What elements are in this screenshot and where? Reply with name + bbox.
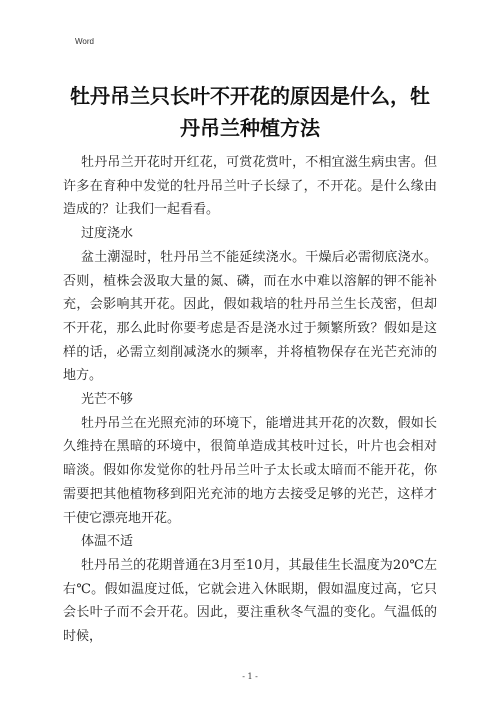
page-number: - 1 - [242,672,258,681]
section-body-temperature: 牡丹吊兰的花期普通在3月至10月，其最佳生长温度为20℃左右℃。假如温度过低，它就会进入休眠期，假如温度过高，它只会长叶子而不会开花。因此，要注重秋冬气温的变化。气温低的时候， [63,557,437,645]
document-body [63,151,437,649]
document-title [40,80,460,144]
section-body-light: 牡丹吊兰在光照充沛的环境下，能增进其开花的次数，假如长久维持在黑暗的环境中，很简单造成其枝叶过长，叶片也会相对暗淡。假如你发觉你的牡丹吊兰叶子太长或太暗而不能开花，你需要把其他植物移到阳光充沛的地方去接受足够的光芒，这样才干使它漂亮地开花。 [63,415,437,526]
section-heading-overwatering: 过度浇水 [81,226,134,242]
header-label: Word [75,37,94,46]
section-heading-temperature: 体温不适 [81,534,134,550]
title-line-2: 丹吊兰种植方法 [180,116,320,140]
title-line-1: 牡丹吊兰只长叶不开花的原因是什么，牡 [70,84,430,108]
section-body-overwatering: 盆土潮湿时，牡丹吊兰不能延续浇水。干燥后必需彻底浇水。否则，植株会汲取大量的氮、磷，而在水中难以溶解的钾不能补充，会影响其开花。因此，假如栽培的牡丹吊兰生长茂密，但却不开花，那么此时你要考虑是否是浇水过于频繁所致？假如是这样的话，必需立刻削减浇水的频率，并将植物保存在光芒充沛的地方。 [63,249,437,384]
intro-paragraph: 牡丹吊兰开花时开红花，可赏花赏叶，不相宜滋生病虫害。但许多在育种中发觉的牡丹吊兰叶子长绿了，不开花。是什么缘由造成的？让我们一起看看。 [63,155,437,218]
section-heading-light: 光芒不够 [81,392,134,408]
